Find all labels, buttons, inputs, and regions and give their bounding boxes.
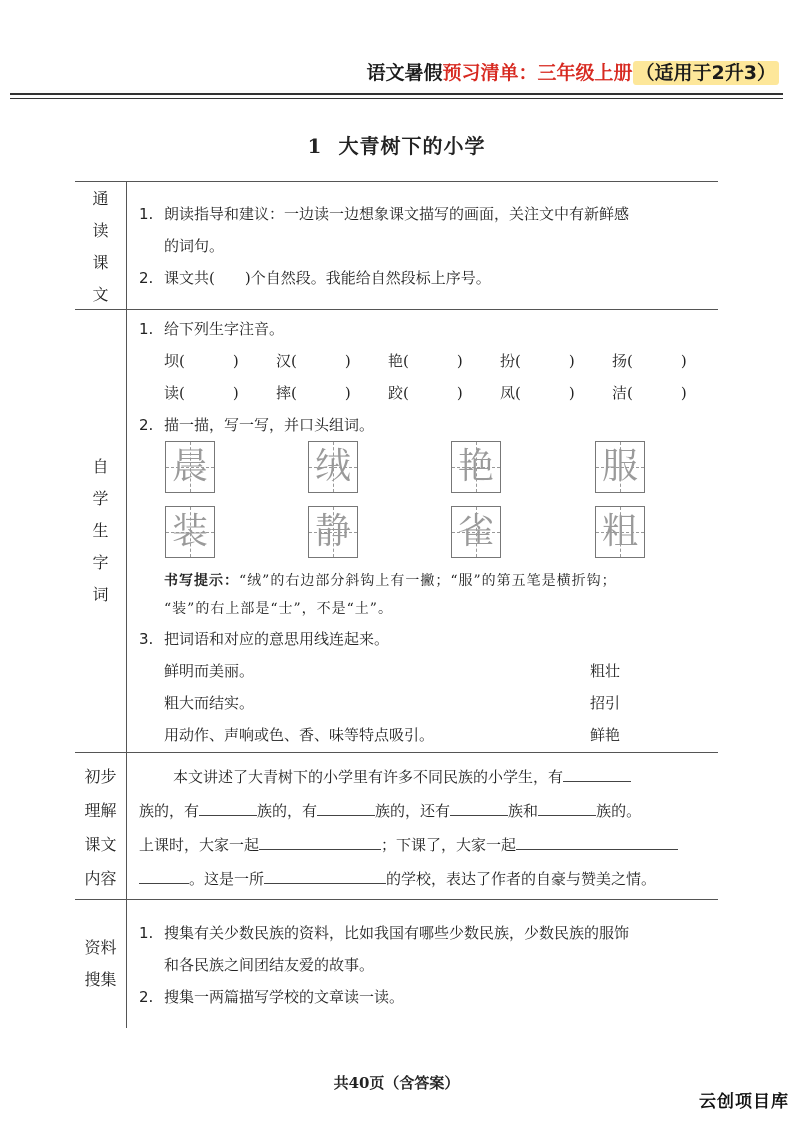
understand-paragraph	[139, 760, 710, 896]
label-char: 词	[92, 585, 109, 604]
header-title-main: 预习清单：三年级上册	[442, 62, 633, 84]
pinyin-entry[interactable]: 艳( )	[388, 352, 463, 370]
item-number: 1.	[139, 205, 154, 223]
item-text: 朗读指导和建议：一边读一边想象课文描写的画面，关注文中有新鲜感	[164, 205, 630, 223]
label-text: 课文	[84, 835, 117, 854]
trace-char: 晨	[171, 446, 208, 487]
pinyin-entry[interactable]: 扮( )	[500, 352, 575, 370]
item-number: 2.	[139, 269, 154, 287]
match-row	[139, 719, 710, 751]
fill-blank[interactable]	[264, 865, 386, 884]
lesson-number: 1	[307, 134, 323, 158]
match-row	[139, 687, 710, 719]
section-understand	[75, 752, 718, 899]
tianzige-box[interactable]	[595, 441, 695, 493]
paragraph-text: 族的，有	[139, 802, 200, 820]
fill-blank[interactable]	[450, 797, 508, 816]
header-title	[367, 58, 779, 85]
paragraph-text: 族的。	[596, 802, 642, 820]
match-word[interactable]: 鲜艳	[589, 726, 620, 744]
tianzige-box[interactable]	[451, 506, 551, 558]
item-text-continued: 和各民族之间团结友爱的故事。	[164, 956, 375, 974]
fill-blank[interactable]	[199, 797, 257, 816]
label-text: 搜集	[84, 970, 117, 989]
match-word[interactable]: 招引	[589, 694, 620, 712]
list-item	[139, 262, 710, 294]
fill-blank[interactable]	[516, 831, 678, 850]
pinyin-entry[interactable]: 汉( )	[276, 352, 351, 370]
pinyin-entry[interactable]: 坝( )	[164, 352, 239, 370]
label-char: 自	[92, 457, 109, 476]
pinyin-entry[interactable]: 跤( )	[388, 384, 463, 402]
item-number: 1.	[139, 320, 154, 338]
match-word[interactable]: 粗壮	[589, 662, 620, 680]
header-title-prefix: 语文暑假	[366, 62, 443, 84]
fill-blank[interactable]	[317, 797, 375, 816]
tianzige-box[interactable]	[308, 506, 408, 558]
label-char: 读	[92, 221, 109, 240]
paragraph-text: 。这是一所	[189, 870, 265, 888]
header-rule-thick	[10, 93, 783, 95]
section-read	[75, 181, 718, 309]
section-collect	[75, 899, 718, 1028]
fill-blank[interactable]	[538, 797, 596, 816]
section-read-label	[75, 183, 126, 311]
pinyin-entry[interactable]: 扬( )	[612, 352, 687, 370]
match-meaning[interactable]: 鲜明而美丽。	[164, 662, 255, 680]
trace-char: 静	[314, 511, 351, 552]
tianzige-box[interactable]	[308, 441, 408, 493]
item-text: 给下列生字注音。	[164, 320, 285, 338]
writing-tip-label: 书写提示：	[164, 573, 239, 589]
section-words-content	[139, 313, 710, 441]
list-item	[139, 623, 710, 655]
lesson-title	[0, 130, 793, 159]
pinyin-entry[interactable]: 摔( )	[276, 384, 351, 402]
item-text: 搜集一两篇描写学校的文章读一读。	[164, 988, 405, 1006]
tianzige-box[interactable]	[165, 441, 265, 493]
writing-tip	[139, 567, 710, 595]
list-item	[139, 198, 710, 230]
section-words	[75, 309, 718, 752]
pinyin-entry[interactable]: 读( )	[164, 384, 239, 402]
watermark: 云创项目库	[699, 1092, 789, 1112]
pinyin-entry[interactable]: 凤( )	[500, 384, 575, 402]
item-number: 2.	[139, 988, 154, 1006]
header-title-badge: （适用于2升3）	[633, 61, 779, 85]
fill-blank[interactable]	[563, 763, 631, 782]
label-char: 文	[92, 285, 109, 304]
trace-char: 粗	[601, 511, 638, 552]
match-meaning[interactable]: 粗大而结实。	[164, 694, 255, 712]
list-item	[139, 313, 710, 345]
section-understand-label	[75, 760, 126, 896]
section-collect-content	[139, 917, 710, 1013]
item-text-continued: 的词句。	[164, 237, 225, 255]
label-char: 字	[92, 553, 109, 572]
item-text: 搜集有关少数民族的资料，比如我国有哪些少数民族，少数民族的服饰	[164, 924, 630, 942]
label-char: 学	[92, 489, 109, 508]
trace-char: 艳	[457, 446, 494, 487]
section-words-label	[75, 451, 126, 611]
trace-char: 雀	[457, 511, 494, 552]
list-item	[139, 981, 710, 1013]
label-text: 理解	[84, 801, 117, 820]
match-row	[139, 655, 710, 687]
page-footer: 共40页（含答案）	[333, 1074, 460, 1092]
paragraph-text: 族和	[508, 802, 539, 820]
item-text: 课文共( )个自然段。我能给自然段标上序号。	[164, 269, 491, 287]
lesson-name: 大青树下的小学	[338, 134, 486, 158]
paragraph-text: 上课时，大家一起	[139, 836, 260, 854]
item-number: 3.	[139, 630, 154, 648]
fill-blank[interactable]	[259, 831, 381, 850]
section-collect-label	[75, 932, 126, 996]
match-meaning[interactable]: 用动作、声响或色、香、味等特点吸引。	[164, 726, 435, 744]
tianzige-box[interactable]	[165, 506, 265, 558]
trace-char: 装	[171, 511, 208, 552]
paragraph-text: 族的，有	[257, 802, 318, 820]
item-number: 2.	[139, 416, 154, 434]
character-grid	[165, 441, 705, 563]
label-text: 资料	[84, 938, 117, 957]
item-text: 把词语和对应的意思用线连起来。	[164, 630, 390, 648]
item-number: 1.	[139, 924, 154, 942]
section-read-content	[139, 198, 710, 294]
paragraph-text: 族的，还有	[375, 802, 451, 820]
writing-tip-text: “绒”的右边部分斜钩上有一撇；“服”的第五笔是横折钩；	[239, 573, 617, 589]
pinyin-row	[139, 377, 710, 409]
section-words-lower	[139, 567, 710, 751]
item-text: 描一描，写一写，并口头组词。	[164, 416, 375, 434]
list-item	[139, 917, 710, 949]
label-text: 初步	[84, 767, 117, 786]
trace-char: 绒	[314, 446, 351, 487]
tianzige-box[interactable]	[451, 441, 551, 493]
writing-tip-text: “装”的右上部是“士”，不是“土”。	[164, 601, 393, 617]
pinyin-entry[interactable]: 洁( )	[612, 384, 687, 402]
header-rule-thin	[10, 98, 783, 99]
paragraph-text: 的学校，表达了作者的自豪与赞美之情。	[386, 870, 657, 888]
trace-char: 服	[601, 446, 638, 487]
paragraph-text: ；下课了，大家一起	[381, 836, 517, 854]
pinyin-row	[139, 345, 710, 377]
label-char: 生	[92, 521, 109, 540]
label-char: 通	[92, 189, 109, 208]
paragraph-text: 本文讲述了大青树下的小学里有许多不同民族的小学生，有	[173, 768, 564, 786]
label-text: 内容	[84, 869, 117, 888]
tianzige-box[interactable]	[595, 506, 695, 558]
label-char: 课	[92, 253, 109, 272]
list-item	[139, 409, 710, 441]
fill-blank[interactable]	[139, 865, 189, 884]
